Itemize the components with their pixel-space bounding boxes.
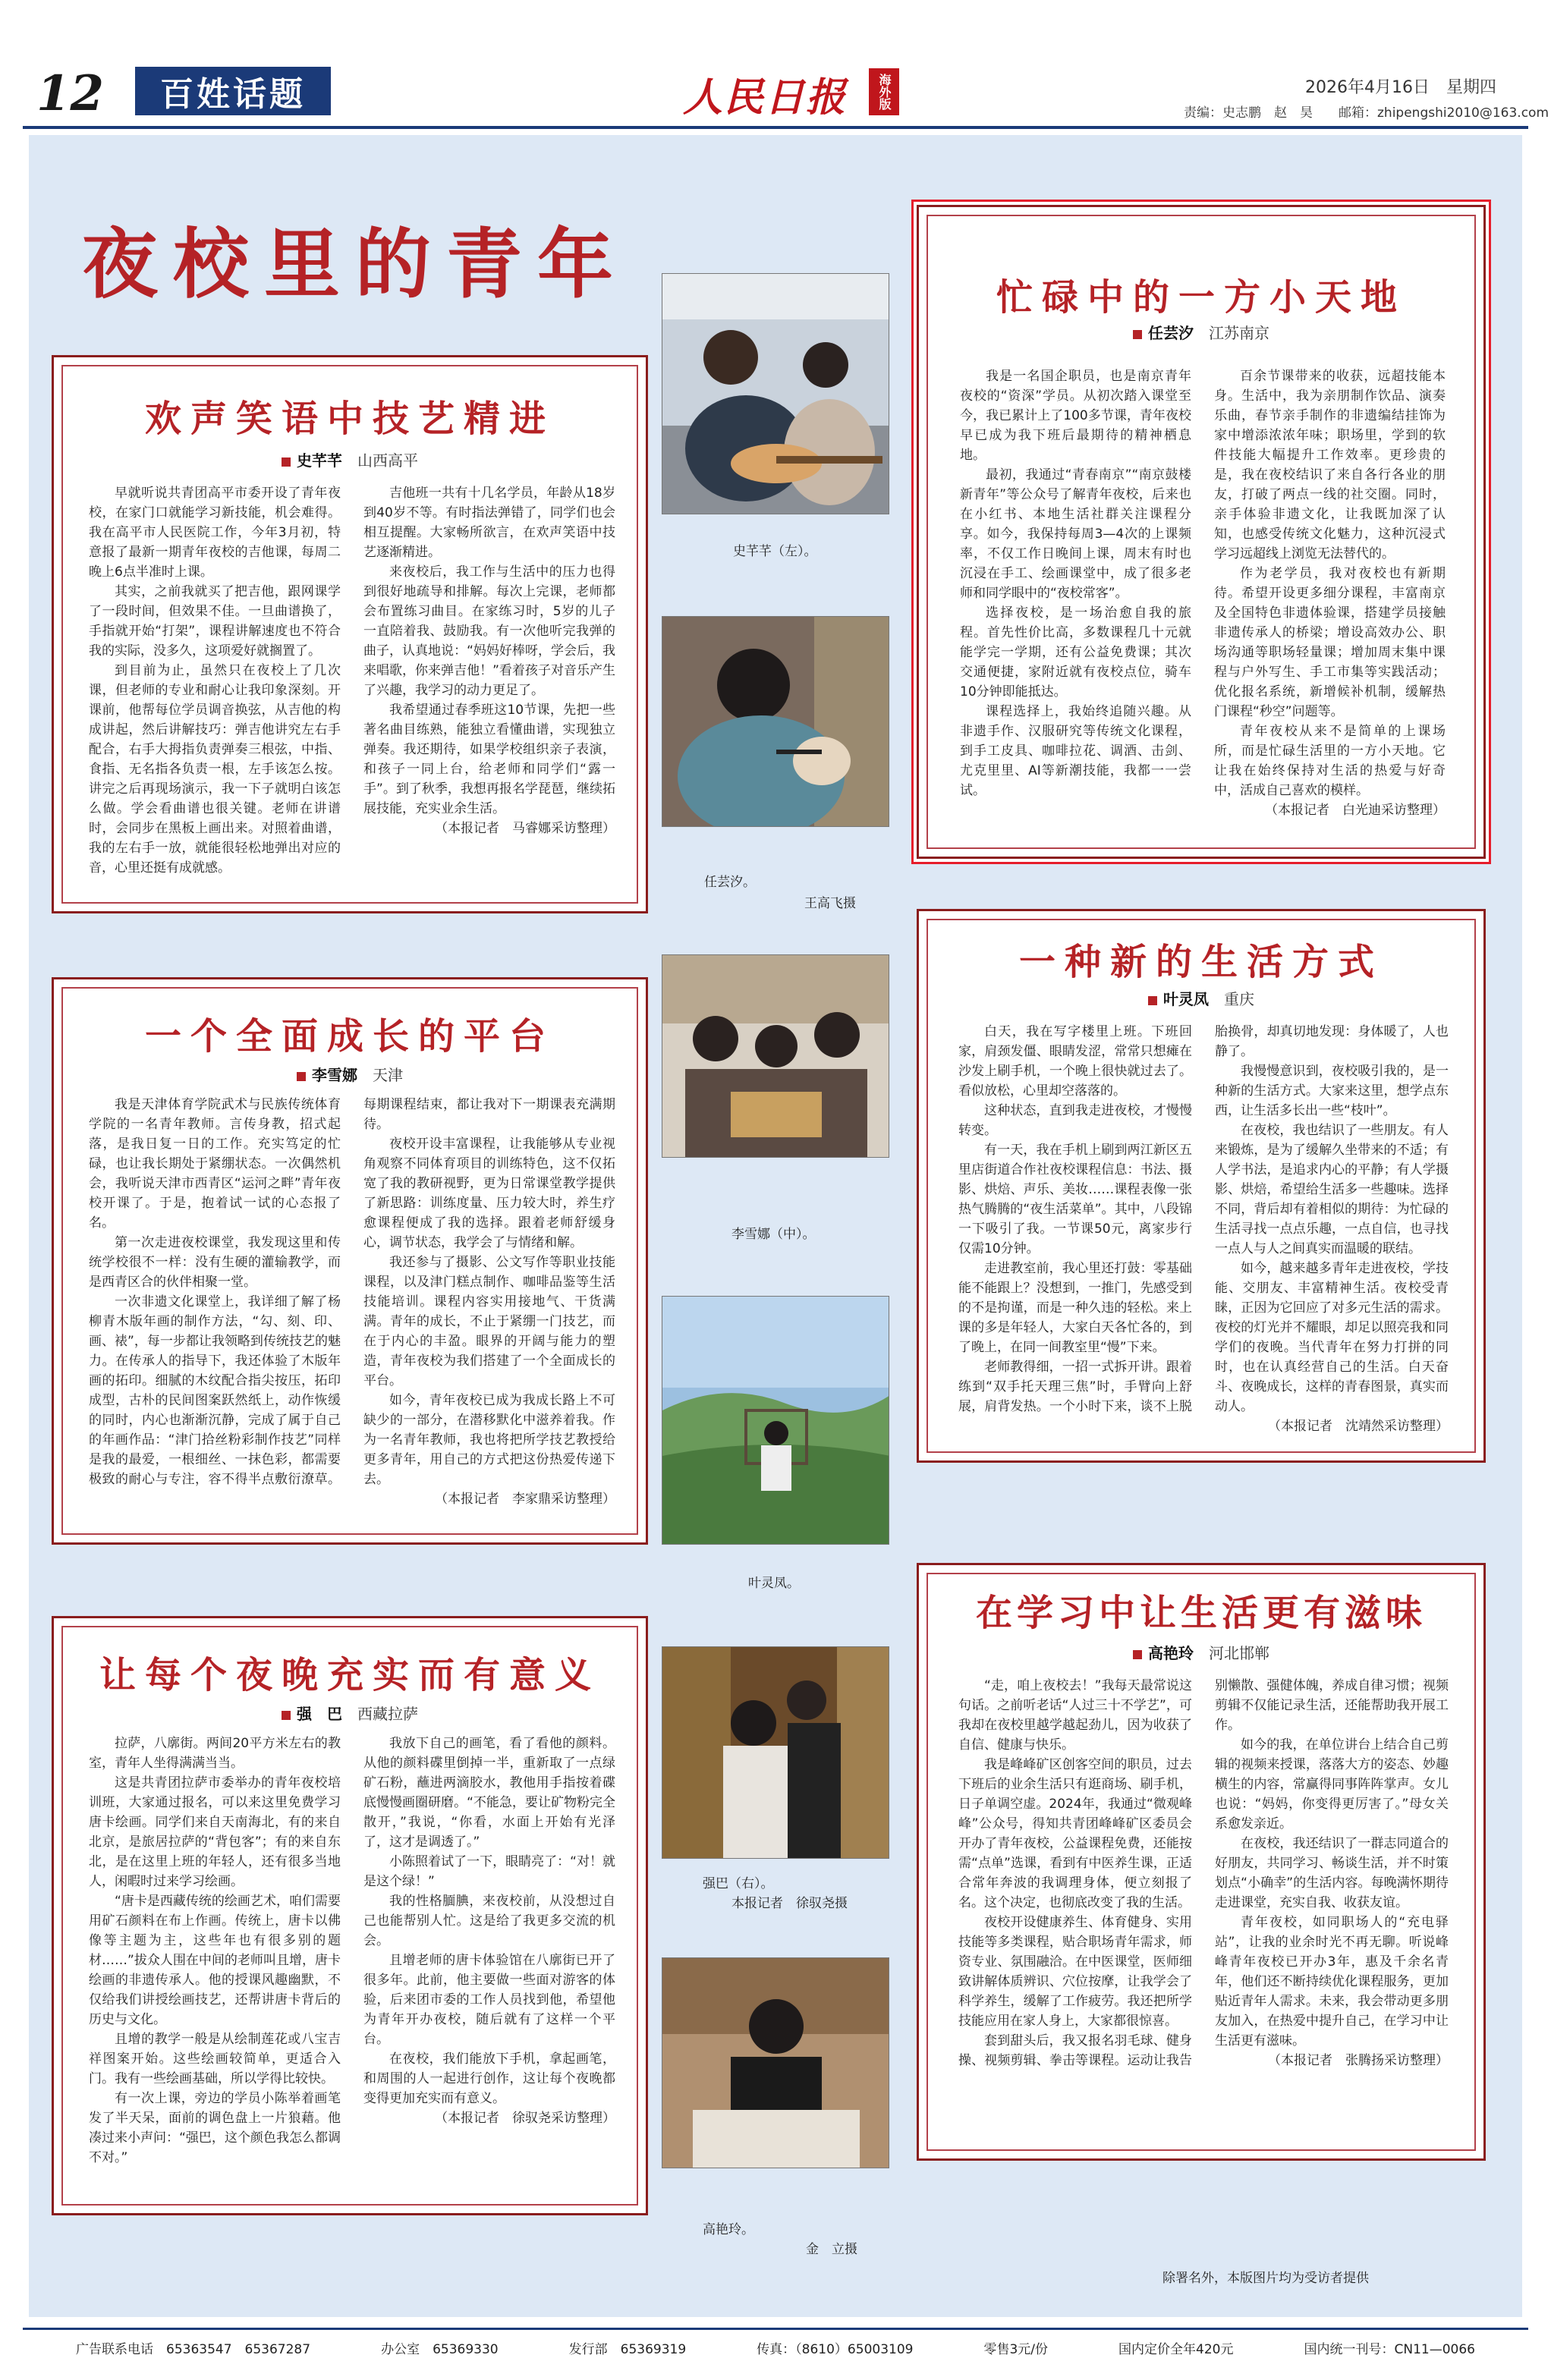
paragraph: 青年夜校从来不是简单的上课场所，而是忙碌生活里的一方小天地。它让我在始终保持对生活的热爱与好奇中，活成自己喜欢的模样。: [1214, 724, 1446, 798]
article-body: [89, 1095, 615, 1527]
paragraph: 我是一名国企职员，也是南京青年夜校的“资深”学员。从初次踏入课堂至今，我已累计上了100多节课，青年夜校早已成为我下班后最期待的精神栖息地。: [960, 369, 1191, 463]
group-image: [662, 955, 889, 1158]
article-card-highlighted: [917, 205, 1486, 859]
article-credit: （本报记者 沈靖然采访整理）: [1268, 1419, 1449, 1434]
photo-guitar-class: [662, 273, 889, 514]
author-place: 天津: [373, 1066, 403, 1084]
paragraph: 小陈照着试了一下，眼睛亮了：“对！就是这个绿！”: [363, 1854, 615, 1889]
newspaper-logo: 人民日报: [683, 74, 848, 121]
paragraph: 我是天津体育学院武术与民族传统体育学院的一名青年教师。言传身教，招式起落，是我日复一日的工作。充实笃定的忙碌，也让我长期处于紧绷状态。一次偶然机会，我听说天津市西青区“运河之畔”青年夜校开课了。于是，抱着试一试的心态报了名。: [89, 1097, 341, 1231]
article-credit: （本报记者 徐驭尧采访整理）: [435, 2111, 615, 2126]
thangka-image: [662, 1647, 889, 1859]
paragraph: 如今，越来越多青年走进夜校，学技能、交朋友、丰富精神生活。夜校受青睐，正因为它回应了对多元生活的需求。夜校的灯光并不耀眼，却足以照亮我和同学们的夜晚。当代青年在努力打拼的同时，也在认真经营自己的生活。白天奋斗、夜晚成长，这样的青春图景，真实而动人。: [1215, 1261, 1449, 1414]
author-place: 西藏拉萨: [357, 1705, 418, 1723]
paragraph: 在夜校，我们能放下手机，拿起画笔，和周围的人一起进行创作，这让每个夜晚都变得更加充实而有意义。: [363, 2051, 615, 2106]
fax: 传真：（8610）65003109: [757, 2342, 914, 2357]
paragraph: 作为老学员，我对夜校也有新期待。希望开设更多细分课程，丰富南京及全国特色非遗体验课，搭建学员接触非遗传承人的桥梁；增设高效办公、职场沟通等职场轻量课；增加周末集中课程与户外写生、手工市集等实践活动；优化报名系统，新增候补机制，缓解热门课程“秒空”问题等。: [1214, 566, 1446, 719]
article-body: [960, 366, 1446, 837]
paragraph: 老师教得细，一招一式拆开讲。跟着练到“双手托天理三焦”时，手臂向上舒展，肩背发热。一个小时下来，谈不上脱胎换骨，却真切地发现：身体暖了，人也静了。: [958, 1024, 1449, 1414]
photo-credit: 王高飞摄: [804, 896, 856, 911]
ad-phone: 广告联系电话 65363547 65367287: [76, 2342, 311, 2357]
photo-source-note: 除署名外，本版图片均为受访者提供: [1162, 2271, 1369, 2286]
photo-caption: 强巴（右）。: [703, 1876, 774, 1891]
photo-caption: 李雪娜（中）。: [731, 1227, 816, 1242]
paragraph: 我是峰峰矿区创客空间的职员，过去下班后的业余生活只有逛商场、刷手机，日子单调空虚。2024年，我通过“微观峰峰”公众号，得知共青团峰峰矿区委员会开办了青年夜校，公益课程免费，还能按需“点单”选课，看到有中医养生课，正适合常年奔波的我调理身体，便立刻报了名。这个决定，也彻底改变了我的生活。: [958, 1757, 1192, 1910]
paragraph: 我慢慢意识到，夜校吸引我的，是一种新的生活方式。大家来这里，想学点东西，让生活多长出一些“枝叶”。: [1215, 1064, 1449, 1118]
paragraph: 我的性格腼腆，来夜校前，从没想过自己也能帮别人忙。这是给了我更多交流的机会。: [363, 1894, 615, 1948]
paragraph: 吉他班一共有十几名学员，年龄从18岁到40岁不等。有时指法弹错了，同学们也会相互提醒。大家畅所欲言，在欢声笑语中技艺逐渐精进。: [363, 486, 615, 560]
paragraph: 到目前为止，虽然只在夜校上了几次课，但老师的专业和耐心让我印象深刻。开课前，他帮每位学员调音换弦，从吉他的构成讲起，然后讲解技巧：弹吉他讲究左右手配合，右手大拇指负责弹奏三根弦，中指、食指、无名指各负责一根，左手该怎么按。讲完之后再现场演示，我一下子就明白该怎么做。学会看曲谱也很关键。老师在讲谱时，会同步在黑板上画出来。对照着曲谱，我的左右手一放，就能很轻松地弹出对应的音，心里还挺有成就感。: [89, 663, 341, 876]
page-header: [23, 61, 1549, 122]
editors-line: 责编：史志鹏 赵 昊 邮箱：zhipengshi2010@163.com: [1184, 105, 1549, 121]
author-place: 江苏南京: [1209, 324, 1269, 342]
photo-credit: 金 立摄: [806, 2242, 857, 2257]
author-marker: [1133, 1650, 1142, 1659]
author-marker: [282, 457, 291, 467]
issue-code: 国内统一刊号：CN11—0066: [1304, 2342, 1475, 2357]
photo-group: [662, 954, 889, 1158]
paragraph: 这是共青团拉萨市委举办的青年夜校培训班，大家通过报名，可以来这里免费学习唐卡绘画。同学们来自天南海北，有的来自北京，是旅居拉萨的“背包客”；有的来自东北，是在这里上班的年轻人，还有很多当地人，闲暇时过来学习绘画。: [89, 1775, 341, 1889]
article-card: [52, 355, 648, 913]
paragraph: 在夜校，我还结识了一群志同道合的好朋友，共同学习、畅谈生活，并不时策划点“小确幸”的生活内容。每晚满怀期待走进课堂，充实自我、收获友谊。: [1215, 1836, 1449, 1910]
page-number: 12: [36, 65, 105, 122]
paragraph: 走进教室前，我心里还打鼓：零基础能不能跟上？没想到，一推门，先感受到的不是拘谨，而是一种久违的轻松。来上课的多是年轻人，大家白天各忙各的，到了晚上，在同一间教室里“慢”下来。: [958, 1261, 1192, 1355]
paragraph: 白天，我在写字楼里上班。下班回家，肩颈发僵、眼睛发涩，常常只想瘫在沙发上刷手机，一个晚上很快就过去了。看似放松，心里却空落落的。: [958, 1024, 1192, 1099]
guitar-class-image: [662, 274, 889, 514]
article-author: [919, 321, 1483, 343]
outdoor-image: [662, 1297, 889, 1545]
article-title: 让每个夜晚充实而有意义: [99, 1654, 600, 1696]
article-author: [54, 1702, 646, 1724]
article-body: [89, 1734, 615, 2196]
office-phone: 办公室 65369330: [381, 2342, 499, 2357]
author-name: 高艳玲: [1148, 1644, 1194, 1662]
overseas-edition-tag: [869, 68, 899, 115]
article-body: [958, 1022, 1449, 1447]
paragraph: 第一次走进夜校课堂，我发现这里和传统学校很不一样：没有生硬的灌输教学，而是西青区合的伙伴相聚一堂。: [89, 1235, 341, 1290]
author-marker: [282, 1711, 291, 1720]
article-credit: （本报记者 白光迪采访整理）: [1265, 803, 1446, 818]
retail-price: 零售3元/份: [983, 2342, 1049, 2357]
header-rule: [23, 126, 1528, 129]
author-place: 山西高平: [357, 451, 418, 470]
paragraph: 课程选择上，我始终追随兴趣。从非遗手作、汉服研究等传统文化课程，到手工皮具、咖啡拉花、调酒、击剑、尤克里里、AI等新潮技能，我都一一尝试。: [960, 704, 1191, 798]
author-place: 重庆: [1224, 990, 1254, 1008]
paragraph: 其实，之前我就买了把吉他，跟网课学了一段时间，但效果不佳。一旦曲谱换了，手指就开始“打架”，课程讲解速度也不符合我的实际，没多久，这项爱好就搁置了。: [89, 584, 341, 659]
article-card: [52, 1616, 648, 2215]
article-title: 在学习中让生活更有滋味: [975, 1592, 1427, 1634]
paragraph: 我希望通过春季班这10节课，先把一些著名曲目练熟，能独立看懂曲谱，实现独立弹奏。我还期待，如果学校组织亲子表演，和孩子一同上台，给老师和同学们“露一手”。到了秋季，我想再报名学琵琶，继续拓展技能，充实业余生活。: [363, 703, 615, 816]
article-title: 欢声笑语中技艺精进: [144, 398, 555, 440]
author-marker: [1148, 996, 1157, 1005]
author-marker: [297, 1072, 306, 1081]
article-author: [54, 1063, 646, 1085]
craft-image: [662, 617, 889, 827]
author-name: 任芸汐: [1148, 324, 1194, 342]
distribution-phone: 发行部 65369319: [568, 2342, 687, 2357]
paragraph: 在夜校，我也结识了一些朋友。有人来锻炼，是为了缓解久坐带来的不适；有人学书法，是追求内心的平静；有人学摄影、烘焙，希望给生活多一些趣味。选择不同，背后却有着相似的期待：为忙碌的生活寻找一点点乐趣，一点自信，也寻找一点人与人之间真实而温暖的联结。: [1215, 1123, 1449, 1256]
paragraph: 有一次上课，旁边的学员小陈举着画笔发了半天呆，面前的调色盘上一片狼藉。他凑过来小声问：“强巴，这个颜色我怎么都调不对。”: [89, 2091, 341, 2165]
author-name: 李雪娜: [312, 1066, 357, 1084]
page-footer: [23, 2328, 1528, 2366]
paragraph: “走，咱上夜校去！”我每天最常说这句话。之前听老话“人过三十不学艺”，可我却在夜校里越学越起劲儿，因为收获了自信、健康与快乐。: [958, 1678, 1192, 1753]
article-author: [919, 987, 1483, 1009]
article-credit: （本报记者 张腾扬采访整理）: [1268, 2053, 1449, 2068]
paragraph: 夜校开设健康养生、体育健身、实用技能等多类课程，贴合职场青年需求，师资专业、氛围融洽。在中医课堂，医师细致讲解体质辨识、穴位按摩，让我学会了科学养生，缓解了工作疲劳。我还把所学技能应用在家人身上，大家都很惊喜。: [958, 1915, 1192, 2029]
article-card: [52, 977, 648, 1545]
annual-price: 国内定价全年420元: [1118, 2342, 1234, 2357]
paragraph: 我还参与了摄影、公文写作等职业技能课程，以及津门糕点制作、咖啡品鉴等生活技能培训。课程内容实用接地气、干货满满。青年的成长，不止于紧绷一门技艺，而在于内心的丰盈。眼界的开阔与能力的塑造，青年夜校为我们搭建了一个全面成长的平台。: [363, 1255, 615, 1388]
overseas-edition-text: 海外版: [877, 74, 892, 110]
photo-thangka: [662, 1646, 889, 1859]
article-title: 一种新的生活方式: [1018, 941, 1383, 983]
author-name: 叶灵凤: [1163, 990, 1209, 1008]
paragraph: 早就听说共青团高平市委开设了青年夜校，在家门口就能学习新技能，机会难得。我在高平市人民医院工作，今年3月初，特意报了最新一期青年夜校的吉他课，每周二晚上6点半准时上课。: [89, 486, 341, 580]
paragraph: 且增老师的唐卡体验馆在八廓街已开了很多年。此前，他主要做一些面对游客的体验，后来团市委的工作人员找到他，希望他为青年开办夜校，随后就有了这样一个平台。: [363, 1953, 615, 2047]
paragraph: 如今，青年夜校已成为我成长路上不可缺少的一部分，在潜移默化中滋养着我。作为一名青年教师，我也将把所学技艺教授给更多青年，用自己的方式把这份热爱传递下去。: [363, 1393, 615, 1487]
paragraph: 拉萨，八廓街。两间20平方米左右的教室，青年人坐得满满当当。: [89, 1736, 341, 1771]
paragraph: 青年夜校，如同职场人的“充电驿站”，让我的业余时光不再无聊。听说峰峰青年夜校已开办3年，惠及千余名青年，他们还不断持续优化课程服务，更加贴近青年人需求。未来，我会带动更多朋友加入，在热爱中提升自己，在学习中让生活更有滋味。: [1215, 1915, 1449, 2048]
paragraph: 最初，我通过“青春南京”“南京鼓楼新青年”等公众号了解青年夜校，后来也在小红书、本地生活社群关注课程分享。如今，我保持每周3—4次的上课频率，不仅工作日晚间上课，周末有时也沉浸在手工、绘画课堂中，成了很多老师和同学眼中的“夜校常客”。: [960, 467, 1191, 601]
author-place: 河北邯郸: [1209, 1644, 1269, 1662]
author-name: 史芊芊: [297, 451, 342, 470]
article-credit: （本报记者 李家鼎采访整理）: [435, 1492, 615, 1507]
author-name: 强 巴: [297, 1705, 342, 1723]
article-card: [917, 1563, 1486, 2161]
paragraph: 来夜校后，我工作与生活中的压力也得到很好地疏导和排解。每次上完课，老师都会布置练习曲目。在家练习时，5岁的儿子一直陪着我、鼓励我。有一次他听完我弹的曲子，认真地说：“妈妈好棒呀，学会后，我来唱歌，你来弹吉他！”看着孩子对音乐产生了兴趣，我学习的动力更足了。: [363, 564, 615, 698]
main-title: 夜校里的青年: [82, 219, 628, 309]
paragraph: 这种状态，直到我走进夜校，才慢慢转变。: [958, 1103, 1192, 1138]
photo-caption: 叶灵凤。: [748, 1576, 800, 1591]
article-credit: （本报记者 马睿娜采访整理）: [435, 821, 615, 836]
photo-caption: 高艳玲。: [703, 2222, 754, 2237]
column-name: 百姓话题: [135, 67, 331, 115]
studying-image: [662, 1958, 889, 2168]
article-title: 一个全面成长的平台: [144, 1015, 555, 1058]
article-card: [917, 909, 1486, 1463]
article-author: [54, 448, 646, 470]
paragraph: 有一天，我在手机上刷到两江新区五里店街道合作社夜校课程信息：书法、摄影、烘焙、声乐、美妆……课程表像一张热气腾腾的“夜生活菜单”。其中，八段锦一下吸引了我。一节课50元，离家步行仅需10分钟。: [958, 1143, 1192, 1256]
photo-outdoor: [662, 1296, 889, 1545]
paragraph: 我放下自己的画笔，看了看他的颜料。从他的颜料碟里倒掉一半，重新取了一点绿矿石粉，蘸进两滴胶水，教他用手指按着碟底慢慢画圈研磨。“不能急，要让矿物粉完全散开，”我说，“你看，水面上开始有光泽了，这才是调透了。”: [363, 1736, 615, 1850]
photo-caption: 史芊芊（左）。: [733, 544, 817, 559]
article-body: [89, 483, 615, 897]
article-title: 忙碌中的一方小天地: [996, 276, 1406, 319]
paragraph: 夜校开设丰富课程，让我能够从专业视角观察不同体育项目的训练特色，这不仅拓宽了我的教研视野，更为日常课堂教学提供了新思路：训练度量、压力较大时，养生疗愈课程便成了我的选择。跟着老师舒缓身心，调节状态，我学会了与情绪和解。: [363, 1137, 615, 1250]
paragraph: 一次非遗文化课堂上，我详细了解了杨柳青木版年画的制作方法，“勾、刻、印、画、裱”，每一步都让我领略到传统技艺的魅力。在传承人的指导下，我还体验了木版年画的拓印。细腻的木纹配合指尖按压，拓印成型，古朴的民间图案跃然纸上，动作恢缓的同时，内心也渐渐沉静，完成了属于自己的年画作品：“津门拾丝粉彩制作技艺”同样是我的最爱，一根细丝、一抹色彩，都需要极致的耐心与专注，容不得半点敷衍潦草。每期课程结束，都让我对下一期课表充满期待。: [89, 1097, 615, 1487]
article-author: [919, 1641, 1483, 1663]
article-body: [958, 1676, 1449, 2146]
paragraph: 如今的我，在单位讲台上结合自己剪辑的视频来授课，落落大方的姿态、妙趣横生的内容，常赢得同事阵阵掌声。女儿也说：“妈妈，你变得更厉害了。”母女关系愈发亲近。: [1215, 1737, 1449, 1831]
issue-date: 2026年4月16日 星期四: [1305, 78, 1496, 97]
photo-caption: 任芸汐。: [704, 875, 756, 890]
author-marker: [1133, 330, 1142, 339]
paragraph: “唐卡是西藏传统的绘画艺术，咱们需要用矿石颜料在布上作画。传统上，唐卡以佛像等主题为主，这些年也有很多别的题材……”拔众人围在中间的老师叫且增，唐卡绘画的非遗传承人。他的授课风趣幽默，不仅给我们讲授绘画技艺，还帮讲唐卡背后的历史与文化。: [89, 1894, 341, 2027]
photo-craft: [662, 616, 889, 827]
photo-studying: [662, 1957, 889, 2168]
paragraph: 套到甜头后，我又报名羽毛球、健身操、视频剪辑、拳击等课程。运动让我告别懒散、强健体魄，养成自律习惯；视频剪辑不仅能记录生活，还能帮助我开展工作。: [958, 1678, 1449, 2068]
photo-credit: 本报记者 徐驭尧摄: [731, 1896, 848, 1911]
paragraph: 且增的教学一般是从绘制莲花或八宝吉祥图案开始。这些绘画较简单，更适合入门。我有一些绘画基础，所以学得比较快。: [89, 2032, 341, 2086]
paragraph: 百余节课带来的收获，远超技能本身。生活中，我为亲朋制作饮品、演奏乐曲，春节亲手制作的非遗编结挂饰为家中增添浓浓年味；职场里，学到的软件技能大幅提升工作效率。更珍贵的是，我在夜校结识了来自各行各业的朋友，打破了两点一线的社交圈。同时，亲手体验非遗文化，让我既加深了认知，也感受传统文化魅力，这种沉浸式学习远超线上浏览无法替代的。: [1214, 369, 1446, 561]
paragraph: 选择夜校，是一场治愈自我的旅程。首先性价比高，多数课程几十元就能学完一学期，还有公益免费课；其次交通便捷，家附近就有夜校点位，骑车10分钟即能抵达。: [960, 605, 1191, 700]
